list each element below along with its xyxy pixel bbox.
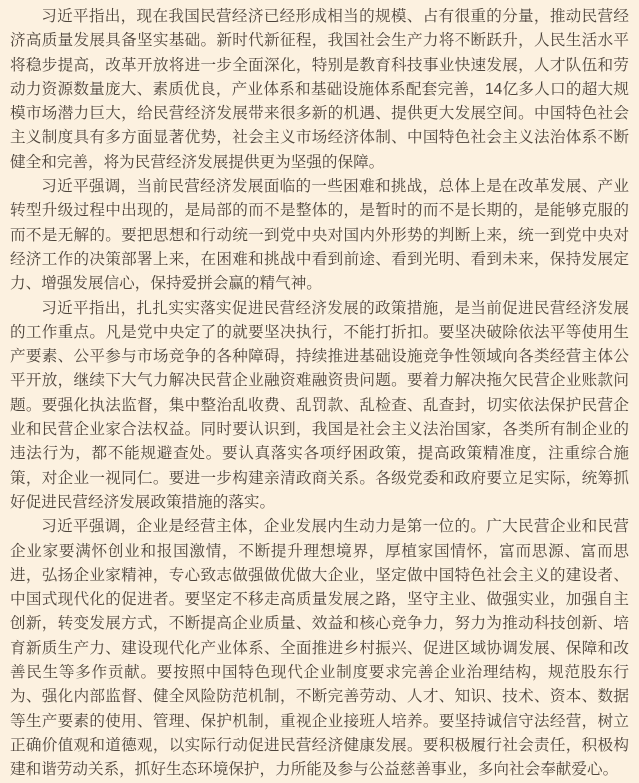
paragraph-3: 习近平指出，扎扎实实落实促进民营经济发展的政策措施，是当前促进民营经济发展的工作重点。凡是党中央定了的就要坚决执行，不能打折扣。要坚决破除依法平等使用生产要素、公平参与市场竞争的各种障碍，持续推进基础设施竞争性领域向各类经营主体公平开放，继续下大气力解决民营企业融资难融资贵问题。要着力解决拖欠民营企业账款问题。要强化执法监督，集中整治乱收费、乱罚款、乱检查、乱查封，切实依法保护民营企业和民营企业家合法权益。同时要认识到，我国是社会主义法治国家，各类所有制企业的违法行为，都不能规避查处。要认真落实各项纾困政策，提高政策精准度，注重综合施策，对企业一视同仁。要进一步构建亲清政商关系。各级党委和政府要立足实际，统筹抓好促进民营经济发展政策措施的落实。 <box>10 299 629 511</box>
paragraph-4: 习近平强调，企业是经营主体，企业发展内生动力是第一位的。广大民营企业和民营企业家要满怀创业和报国激情，不断提升理想境界，厚植家国情怀，富而思源、富而思进，弘扬企业家精神，专心致志做强做优做大企业，坚定做中国特色社会主义的建设者、中国式现代化的促进者。要坚定不移走高质量发展之路，坚守主业、做强实业，加强自主创新，转变发展方式，不断提高企业质量、效益和核心竞争力，努力为推动科技创新、培育新质生产力、建设现代化产业体系、全面推进乡村振兴、促进区域协调发展、保障和改善民生等多作贡献。要按照中国特色现代企业制度要求完善企业治理结构，规范股东行为、强化内部监督、健全风险防范机制，不断完善劳动、人才、知识、技术、资本、数据等生产要素的使用、管理、保护机制，重视企业接班人培养。要坚持诚信守法经营，树立正确价值观和道德观，以实际行动促进民营经济健康发展。要积极履行社会责任，积极构建和谐劳动关系，抓好生态环境保护，力所能及参与公益慈善事业，多向社会奉献爱心。 <box>10 518 629 779</box>
paragraph-2: 习近平强调，当前民营经济发展面临的一些困难和挑战，总体上是在改革发展、产业转型升级过程中出现的，是局部的而不是整体的，是暂时的而不是长期的，是能够克服的而不是无解的。要把思想和行动统一到党中央对国内外形势的判断上来，统一到党中央对经济工作的决策部署上来，在困难和挑战中看到前途、看到光明、看到未来，保持发展定力、增强发展信心，保持爱拼会赢的精气神。 <box>10 178 629 293</box>
paragraph-1: 习近平指出，现在我国民营经济已经形成相当的规模、占有很重的分量，推动民营经济高质量发展具备坚实基础。新时代新征程，我国社会生产力将不断跃升，人民生活水平将稳步提高，改革开放将进一步全面深化，特别是教育科技事业快速发展，人才队伍和劳动力资源数量庞大、素质优良，产业体系和基础设施体系配套完善，14亿多人口的超大规模市场潜力巨大，给民营经济发展带来很多新的机遇、提供更大发展空间。中国特色社会主义制度具有多方面显著优势，社会主义市场经济体制、中国特色社会主义法治体系不断健全和完善，将为民营经济发展提供更为坚强的保障。 <box>10 8 629 171</box>
